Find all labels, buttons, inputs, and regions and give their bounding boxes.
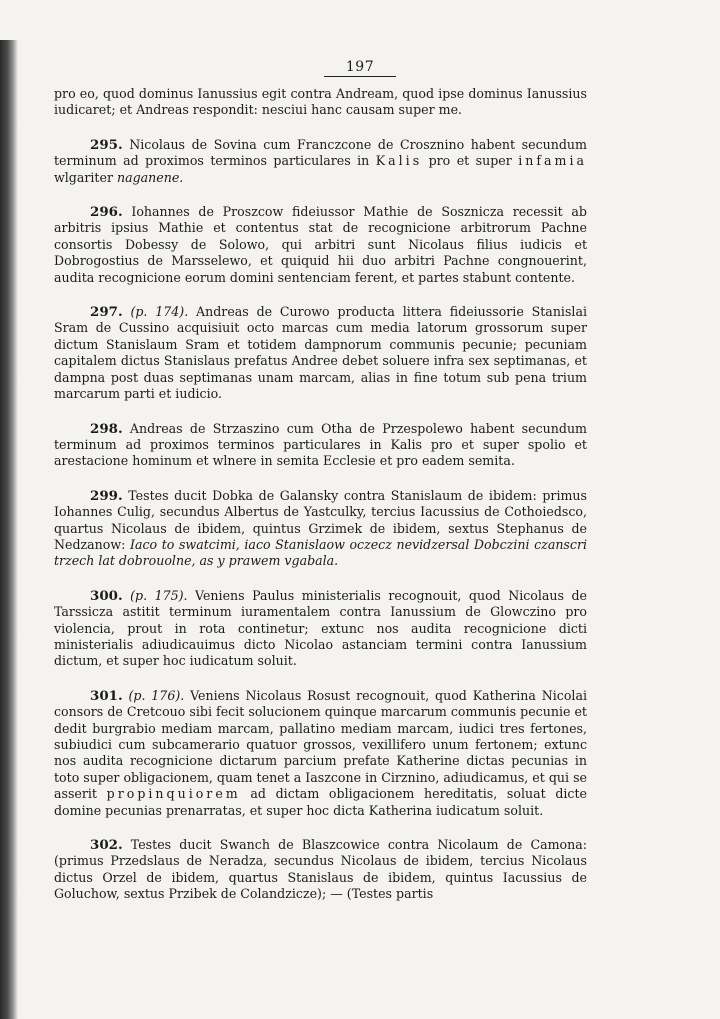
continuation-paragraph (54, 86, 587, 119)
entry-paragraph (54, 588, 587, 670)
vernacular-text: naganene. (116, 169, 184, 185)
spaced-text: Kalis (375, 153, 423, 169)
entry-paragraph (54, 204, 587, 286)
entry-paragraph (54, 421, 587, 470)
spaced-text: infamia (518, 153, 587, 169)
document-body (54, 86, 587, 921)
page-reference: (p. 176). (128, 687, 185, 703)
entry-text: wlgariter (54, 169, 117, 185)
entry-number: 295. (90, 136, 123, 153)
entry-number: 297. (90, 304, 123, 321)
entry-number: 302. (90, 837, 123, 854)
entry-number: 300. (90, 587, 123, 604)
entry-text: Iohannes de Proszcow fideiussor Mathie de Sosznicza recessit ab arbitris ipsius Mathie et contentus stat de recognicione arbitrorum Pachne consortis Dobessy de Solowo, qui arbitri sunt Nicolaus filius iudicis et Dobrogostius de Marsselewo, et quiquid hii duo arbitri Pachne congnouerint, audita recognicione eorum domini sentenciam ferent, et partes stabunt contente. (54, 204, 587, 285)
entry-text: Veniens Paulus ministerialis recognouit, quod Nicolaus de Tarssicza astitit terminum iuramentalem contra Ianussium de Glowczino pro violencia, prout in rota continetur; extunc nos audita recognicione dicti ministerialis adiudicauimus dicto Nicolao astanciam termini contra Ianussium dictum, et super hoc iudicatum soluit. (54, 587, 587, 669)
spaced-text: propinquiorem (106, 786, 241, 802)
entry-paragraph (54, 688, 587, 819)
entry-paragraph (54, 137, 587, 186)
entry-text: Veniens Nicolaus Rosust recognouit, quod Katherina Nicolai consors de Cretcouo sibi fecit solucionem quinque marcarum communis pecunie et dedit burgrabio mediam marcam, pallatino mediam marcam, iudici tres fertones, subiudici cum subcamerario quatuor grossos, vexillifero unum fertonem; extunc nos audita recognicione dictarum parcium prefate Katherine dictas pecunias in toto super obligacionem, quam tenet a Iaszcone in Cirznino, adiudicamus, et qui se asserit (54, 687, 587, 802)
entry-text: pro et super (422, 153, 519, 169)
entry-text: Andreas de Curowo producta littera fideiussorie Stanislai Sram de Cussino acquisiuit octo marcas cum media latorum grossorum super dictum Stanislaum Sram et totidem dampnorum communis pecunie; pecuniam capitalem dictus Stanislaus prefatus Andree debet soluere infra sex septimanas, et dampna post duas septimanas unam marcam, alias in fine totum sub pena trium marcarum parti et iudicio. (54, 304, 587, 402)
entry-number: 301. (90, 687, 123, 704)
entry-text: Andreas de Strzaszino cum Otha de Przespolewo habent secundum terminum ad proximos terminos particulares in Kalis pro et super spolio et arestacione hominum et wlnere in semita Ecclesie et pro eadem semita. (54, 420, 587, 469)
entry-text: pro eo, quod dominus Ianussius egit contra Andream, quod ipse dominus Ianussius iudicaret; et Andreas respondit: nesciui hanc causam super me. (54, 86, 587, 118)
entry-paragraph (54, 304, 587, 402)
entry-number: 299. (90, 487, 123, 504)
entry-number: 298. (90, 420, 123, 437)
entry-paragraph (54, 837, 587, 903)
page-header (0, 56, 720, 77)
vernacular-text: Iaco to swatcimi, iaco Stanislaow oczecz nevidzersal Dobczini czanscri trzech lat dobrouolne, as y prawem vgabala. (54, 536, 587, 569)
book-binding-shadow (0, 40, 18, 1019)
entry-paragraph (54, 488, 587, 570)
entry-text: Nicolaus de Sovina cum Franczcone de Crosznino habent secundum terminum ad proximos terminos particulares in (54, 136, 587, 169)
entry-text: Testes ducit Dobka de Galansky contra Stanislaum de ibidem: primus Iohannes Culig, secundus Albertus de Yastculky, tercius Iacussius de Cothoiedsco, quartus Nicolaus de ibidem, quintus Grzimek de ibidem, sextus Stephanus de Nedzanow: (54, 487, 587, 552)
entry-number: 296. (90, 204, 123, 221)
page-reference: (p. 175). (130, 587, 188, 603)
entry-text: ad dictam obligacionem hereditatis, soluat dicte domine pecunias prenarratas, et super hoc dicta Katherina iudicatum soluit. (54, 786, 587, 818)
entry-text: Testes ducit Swanch de Blaszcowice contra Nicolaum de Camona: (primus Przedslaus de Neradza, secundus Nicolaus de ibidem, tercius Nicolaus dictus Orzel de ibidem, quartus Stanislaus de ibidem, quintus Iacussius de Goluchow, sextus Przibek de Colandzicze); — (Testes partis (54, 837, 587, 902)
page-reference: (p. 174). (130, 304, 189, 320)
page-number: 197 (324, 59, 396, 77)
